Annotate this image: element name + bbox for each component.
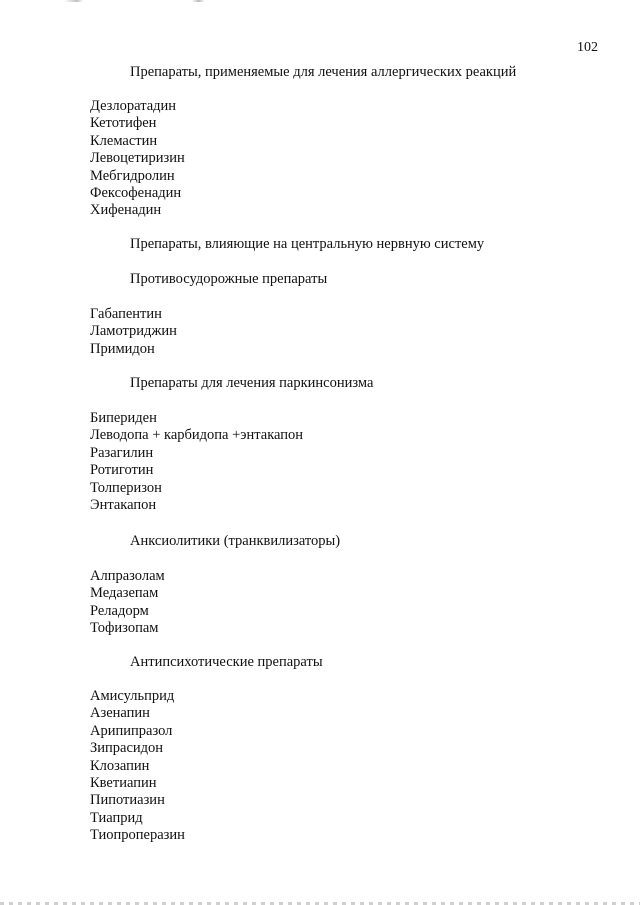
drug-list-anticonvulsants (90, 306, 177, 358)
drug-item: Тиопроперазин (90, 827, 185, 844)
drug-item: Ламотриджин (90, 323, 177, 340)
drug-item: Энтакапон (90, 497, 157, 514)
section-heading-cns: Препараты, влияющие на центральную нервную систему (130, 236, 485, 252)
drug-list-antipsychotics (90, 688, 185, 845)
drug-item: Кветиапин (90, 775, 157, 792)
drug-list-allergy (90, 98, 185, 220)
drug-item: Леводопа + карбидопа +энтакапон (90, 427, 304, 444)
drug-item: Зипрасидон (90, 740, 164, 757)
drug-item: Алпразолам (90, 568, 165, 584)
section-heading-allergy: Препараты, применяемые для лечения аллергических реакций (130, 64, 517, 80)
scan-edge-top (0, 0, 640, 2)
drug-item: Разагилин (90, 444, 154, 461)
section-heading-anticonvulsants: Противосудорожные препараты (130, 271, 328, 287)
section-heading-parkinsonism: Препараты для лечения паркинсонизма (130, 375, 374, 391)
drug-item: Кетотифен (90, 115, 157, 132)
drug-item: Арипипразол (90, 722, 173, 739)
drug-item: Левоцетиризин (90, 150, 185, 167)
section-heading-anxiolytics: Анксиолитики (транквилизаторы) (130, 533, 341, 549)
drug-item: Амисульприд (90, 688, 175, 704)
page-number: 102 (577, 40, 598, 55)
drug-item: Хифенадин (90, 202, 162, 219)
section-heading-antipsychotics: Антипсихотические препараты (130, 654, 323, 670)
drug-item: Медазепам (90, 585, 159, 602)
drug-item: Габапентин (90, 306, 162, 322)
drug-item: Тофизопам (90, 620, 159, 637)
drug-list-anxiolytics (90, 568, 165, 638)
drug-item: Примидон (90, 340, 155, 357)
drug-item: Азенапин (90, 705, 150, 722)
drug-item: Клемастин (90, 132, 158, 149)
drug-list-parkinsonism (90, 410, 303, 514)
drug-item: Реладорм (90, 602, 149, 619)
drug-item: Тиаприд (90, 809, 143, 826)
drug-item: Бипериден (90, 410, 157, 426)
drug-item: Мебгидролин (90, 167, 175, 184)
drug-item: Фексофенадин (90, 185, 182, 202)
drug-item: Пипотиазин (90, 792, 165, 809)
drug-item: Толперизон (90, 479, 162, 496)
drug-item: Дезлоратадин (90, 98, 177, 114)
drug-item: Клозапин (90, 757, 150, 774)
drug-item: Ротиготин (90, 462, 154, 479)
